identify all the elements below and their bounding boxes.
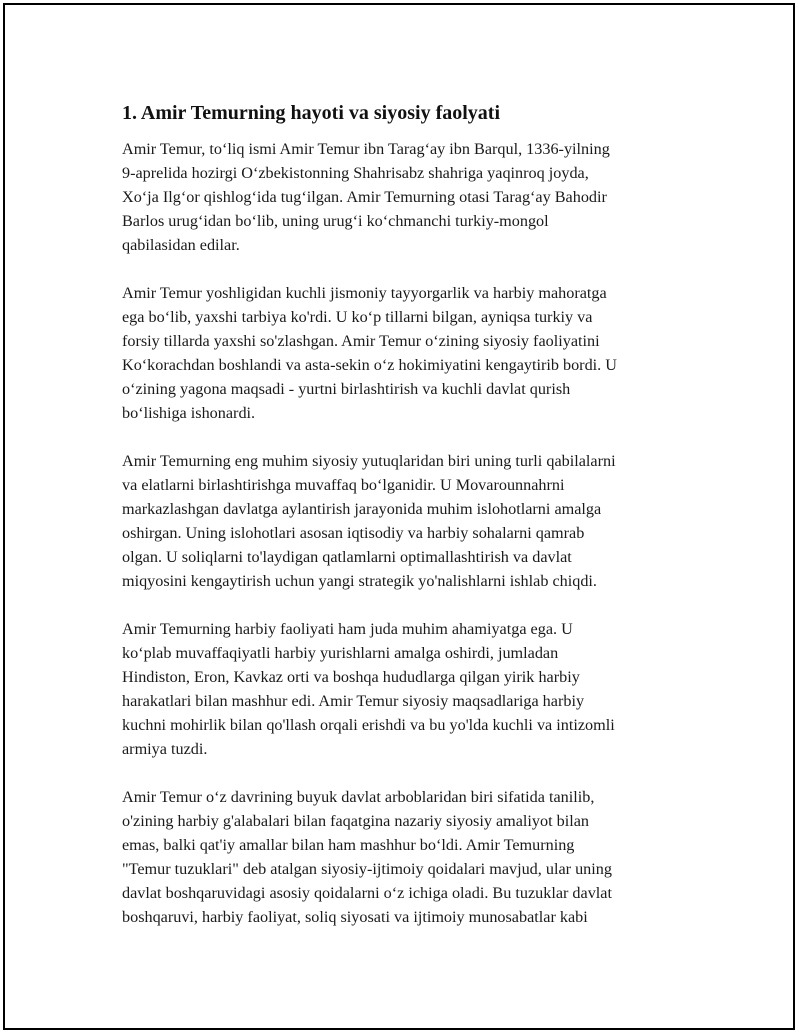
text-line: Amir Temur, to‘liq ismi Amir Temur ibn Tarag‘ay ibn Barqul, 1336-yilning (122, 140, 610, 158)
page-frame (3, 3, 795, 1030)
text-line: va elatlarni birlashtirishga muvaffaq bo‘lganidir. U Movarounnahrni (122, 476, 565, 494)
text-line: ega bo‘lib, yaxshi tarbiya ko'rdi. U ko‘p tillarni bilgan, ayniqsa turkiy va (122, 308, 593, 326)
paragraph-4 (122, 617, 691, 761)
text-line: bo‘lishiga ishonardi. (122, 404, 256, 422)
text-line: kuchni mohirlik bilan qo'llash orqali erishdi va bu yo'lda kuchli va intizomli (122, 716, 615, 734)
text-line: Hindiston, Eron, Kavkaz orti va boshqa hududlarga qilgan yirik harbiy (122, 668, 580, 686)
text-line: Amir Temur yoshligidan kuchli jismoniy tayyorgarlik va harbiy mahoratga (122, 284, 607, 302)
text-line: davlat boshqaruvidagi asosiy qoidalarni o‘z ichiga oladi. Bu tuzuklar davlat (122, 884, 612, 902)
text-line: miqyosini kengaytirish uchun yangi strategik yo'nalishlarni ishlab chiqdi. (122, 572, 597, 590)
text-line: oshirgan. Uning islohotlari asosan iqtisodiy va harbiy sohalarni qamrab (122, 524, 585, 542)
text-line: Amir Temurning eng muhim siyosiy yutuqlaridan biri uning turli qabilalarni (122, 452, 616, 470)
text-line: "Temur tuzuklari" deb atalgan siyosiy-ijtimoiy qoidalari mavjud, ular uning (122, 860, 612, 878)
text-line: o‘zining yagona maqsadi - yurtni birlashtirish va kuchli davlat qurish (122, 380, 571, 398)
text-line: Ko‘korachdan boshlandi va asta-sekin o‘z hokimiyatini kengaytirib bordi. U (122, 356, 617, 374)
text-line: Amir Temurning harbiy faoliyati ham juda muhim ahamiyatga ega. U (122, 620, 573, 638)
section-heading: 1. Amir Temurning hayoti va siyosiy faolyati (122, 102, 501, 124)
text-line: emas, balki qat'iy amallar bilan ham mashhur bo‘ldi. Amir Temurning (122, 836, 575, 854)
text-line: o'zining harbiy g'alabalari bilan faqatgina nazariy siyosiy amaliyot bilan (122, 812, 590, 830)
document-body (121, 101, 691, 953)
text-line: armiya tuzdi. (122, 740, 208, 758)
text-line: ko‘plab muvaffaqiyatli harbiy yurishlarni amalga oshirdi, jumladan (122, 644, 559, 662)
text-line: Barlos urug‘idan bo‘lib, uning urug‘i ko‘chmanchi turkiy-mongol (122, 212, 549, 230)
text-line: harakatlari bilan mashhur edi. Amir Temur siyosiy maqsadlariga harbiy (122, 692, 585, 710)
text-line: markazlashgan davlatga aylantirish jarayonida muhim islohotlarni amalga (122, 500, 602, 518)
paragraph-1 (122, 137, 691, 257)
text-line: 9-aprelida hozirgi O‘zbekistonning Shahrisabz shahriga yaqinroq joyda, (122, 164, 589, 182)
text-line: qabilasidan edilar. (122, 236, 240, 254)
paragraph-3 (122, 449, 691, 593)
paragraph-5 (122, 785, 691, 929)
text-line: boshqaruvi, harbiy faoliyat, soliq siyosati va ijtimoiy munosabatlar kabi (122, 908, 588, 926)
text-line: olgan. U soliqlarni to'laydigan qatlamlarni optimallashtirish va davlat (122, 548, 572, 566)
paragraph-2 (122, 281, 691, 425)
text-line: forsiy tillarda yaxshi so'zlashgan. Amir Temur o‘zining siyosiy faoliyatini (122, 332, 600, 350)
text-line: Amir Temur o‘z davrining buyuk davlat arboblaridan biri sifatida tanilib, (122, 788, 595, 806)
text-line: Xo‘ja Ilg‘or qishlog‘ida tug‘ilgan. Amir Temurning otasi Tarag‘ay Bahodir (122, 188, 607, 206)
